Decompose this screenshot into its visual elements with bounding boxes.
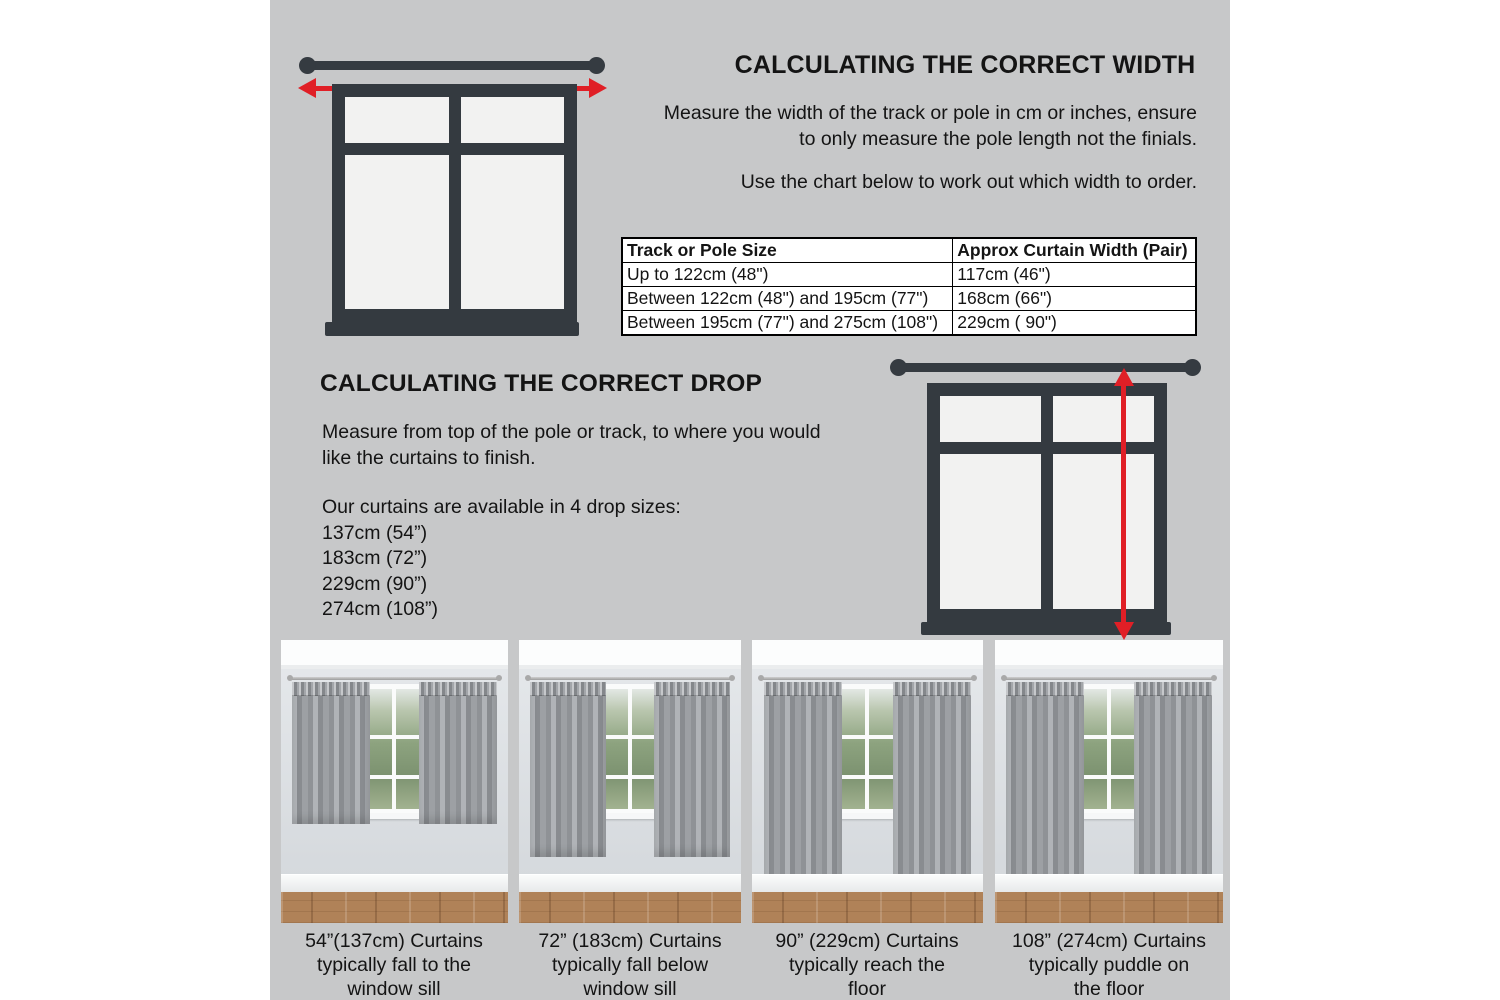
window-sill (325, 322, 579, 336)
caption-line: 54”(137cm) Curtains (305, 930, 483, 952)
window-pane (461, 97, 564, 143)
skirting-board (752, 874, 983, 892)
pole-finial-right (1184, 359, 1201, 376)
photo-curtain-pole (528, 677, 732, 680)
window-mullion (392, 689, 396, 809)
table-cell: 117cm (46") (953, 263, 1196, 287)
table-cell: Up to 122cm (48") (622, 263, 953, 287)
window-transom (833, 735, 902, 739)
window-transom (1075, 735, 1143, 739)
curtain-pole-graphic (307, 61, 597, 70)
curtain-photo-54in (281, 640, 508, 923)
room-ceiling (281, 640, 508, 669)
drop-size-item: 274cm (108”) (322, 598, 438, 620)
caption-line: typically reach the (788, 954, 946, 976)
window-transom (361, 735, 428, 739)
window-pane (940, 396, 1041, 442)
room-ceiling (752, 640, 983, 669)
curtain-photo-108in (995, 640, 1223, 923)
wood-floor (995, 892, 1223, 923)
window-pane (1053, 454, 1154, 609)
caption-90in (737, 929, 997, 1000)
table-cell: 168cm (66") (953, 287, 1196, 311)
drop-sizes-list (322, 495, 681, 623)
caption-line: 72” (183cm) Curtains (538, 930, 722, 952)
pole-finial-right (588, 57, 605, 74)
curtain-pleat-header (1006, 682, 1084, 696)
window-frame (332, 84, 577, 322)
caption-line: window sill (347, 978, 441, 1000)
window-pane (1053, 396, 1154, 442)
caption-line: the floor (1073, 978, 1145, 1000)
drop-sizes-intro: Our curtains are available in 4 drop sizes: (322, 496, 681, 518)
drop-arrow-down-icon (1114, 622, 1134, 640)
table-row (622, 311, 1196, 336)
window-pane (461, 155, 564, 309)
curtain-panel-left (530, 682, 605, 857)
skirting-board (995, 874, 1223, 892)
curtain-pleat-header (419, 682, 496, 696)
photo-window-panes (597, 689, 662, 809)
caption-line: 108” (274cm) Curtains (1012, 930, 1206, 952)
photo-curtain-pole (290, 677, 499, 680)
window-frame (927, 383, 1167, 622)
photo-window-panes (1075, 689, 1143, 809)
photo-curtain-pole (1004, 677, 1214, 680)
curtain-panel-left (764, 682, 843, 889)
curtain-panel-left (292, 682, 369, 824)
window-mullion (628, 689, 632, 809)
curtain-pleat-header (893, 682, 972, 696)
window-transom (833, 775, 902, 779)
table-row (622, 287, 1196, 311)
caption-line: floor (848, 978, 886, 1000)
curtain-pleat-header (1134, 682, 1212, 696)
caption-line: window sill (583, 978, 677, 1000)
curtain-pleat-header (654, 682, 729, 696)
photo-finial-right (971, 675, 977, 681)
window-mullion (1107, 689, 1111, 809)
width-instructions-line1: Measure the width of the track or pole in cm or inches, ensure (663, 102, 1197, 124)
wood-floor (519, 892, 741, 923)
width-instructions-line2: to only measure the pole length not the finials. (799, 128, 1197, 150)
table-cell: Between 195cm (77") and 275cm (108") (622, 311, 953, 336)
caption-108in (979, 929, 1239, 1000)
skirting-board (519, 874, 741, 892)
curtain-panel-right (893, 682, 972, 889)
pole-finial-left (299, 57, 316, 74)
curtain-pleat-header (292, 682, 369, 696)
curtain-photo-90in (752, 640, 983, 923)
window-mullion (865, 689, 869, 809)
table-cell: Between 122cm (48") and 195cm (77") (622, 287, 953, 311)
curtain-panel-right (419, 682, 496, 824)
window-pane (345, 155, 449, 309)
window-pane (940, 454, 1041, 609)
drop-arrow-up-icon (1114, 368, 1134, 386)
drop-section-heading: CALCULATING THE CORRECT DROP (320, 370, 763, 397)
photo-window-panes (833, 689, 902, 809)
window-transom (1075, 775, 1143, 779)
curtain-panel-right (654, 682, 729, 857)
drop-window-illustration (890, 358, 1202, 640)
caption-72in (500, 929, 760, 1000)
drop-measure-arrow (1121, 385, 1126, 623)
photo-finial-left (525, 675, 531, 681)
photo-window-panes (361, 689, 428, 809)
curtain-pleat-header (764, 682, 843, 696)
col-header-track-size: Track or Pole Size (622, 238, 953, 263)
drop-instructions-line1: Measure from top of the pole or track, to where you would (322, 421, 821, 443)
photo-finial-right (496, 675, 502, 681)
drop-size-item: 183cm (72”) (322, 547, 428, 569)
curtain-pleat-header (530, 682, 605, 696)
photo-finial-right (1211, 675, 1217, 681)
drop-size-item: 229cm (90”) (322, 572, 428, 595)
width-section-heading: CALCULATING THE CORRECT WIDTH (734, 51, 1196, 79)
drop-size-item: 137cm (54”) (322, 521, 428, 544)
caption-54in (264, 929, 524, 1000)
window-transom (361, 775, 428, 779)
skirting-board (281, 874, 508, 892)
table-row (622, 263, 1196, 287)
pole-finial-left (890, 359, 907, 376)
width-instructions (620, 100, 1197, 152)
wood-floor (752, 892, 983, 923)
col-header-curtain-width: Approx Curtain Width (Pair) (953, 238, 1196, 263)
curtain-size-table (621, 237, 1197, 336)
drop-instructions (322, 420, 821, 471)
room-ceiling (519, 640, 741, 669)
width-window-illustration (297, 55, 607, 336)
width-arrow-right-icon (589, 78, 607, 98)
photo-curtain-pole (761, 677, 974, 680)
caption-line: typically fall below (551, 954, 709, 976)
window-transom (597, 735, 662, 739)
curtain-photo-72in (519, 640, 741, 923)
table-cell: 229cm ( 90") (953, 311, 1196, 336)
room-ceiling (995, 640, 1223, 669)
drop-instructions-line2: like the curtains to finish. (322, 446, 536, 469)
window-transom (597, 775, 662, 779)
caption-line: typically puddle on (1028, 954, 1190, 976)
width-chart-hint: Use the chart below to work out which width to order. (740, 171, 1197, 193)
caption-line: 90” (229cm) Curtains (775, 930, 959, 952)
window-pane (345, 97, 449, 143)
curtain-pole-graphic (898, 363, 1188, 372)
wood-floor (281, 892, 508, 923)
table-header-row (622, 238, 1196, 263)
caption-line: typically fall to the (317, 954, 471, 976)
